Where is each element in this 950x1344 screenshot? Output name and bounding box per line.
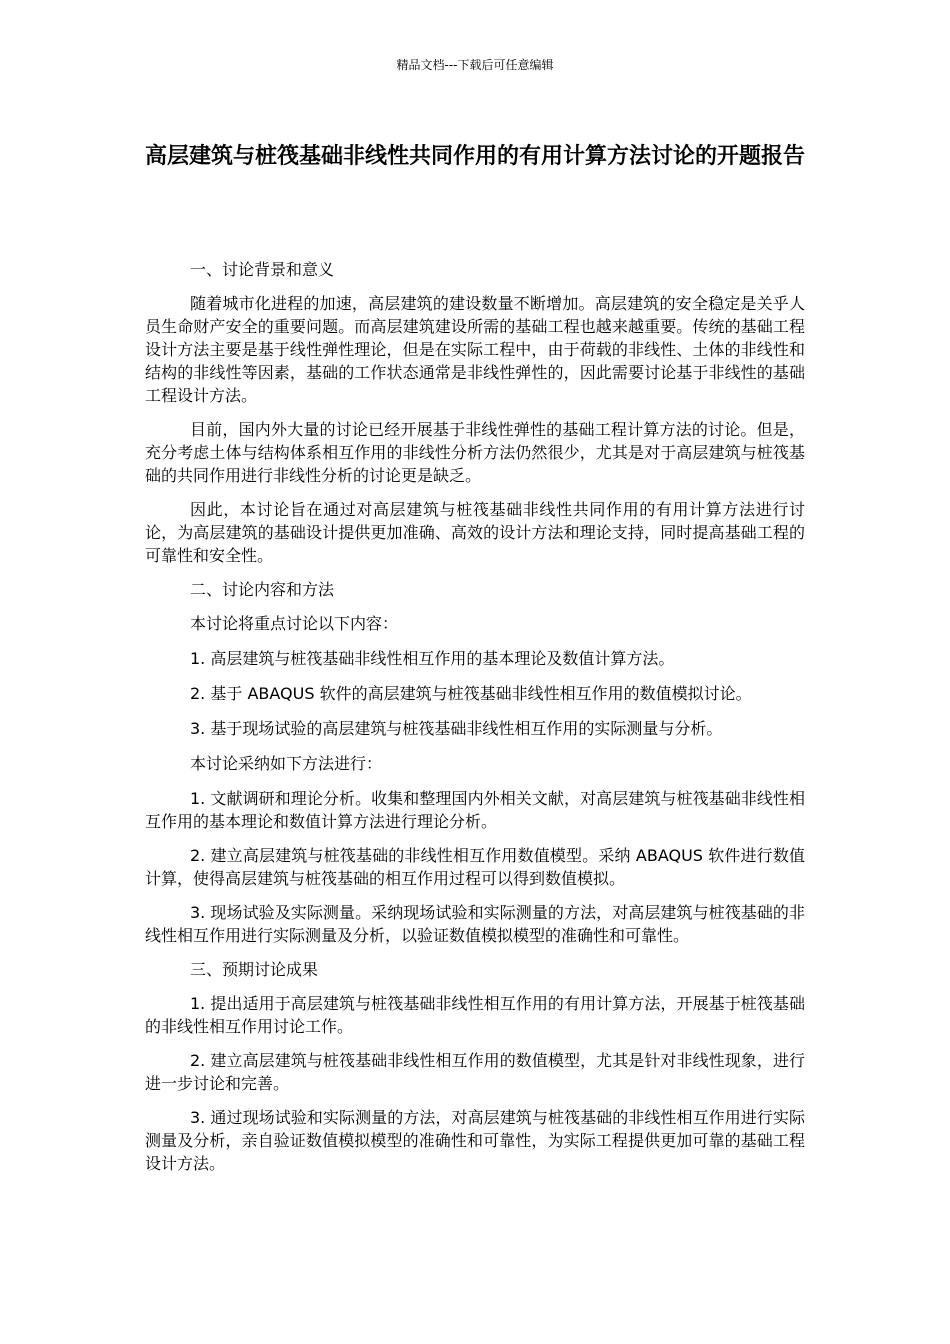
list-item-result-1: 1. 提出适用于高层建筑与桩筏基础非线性相互作用的有用计算方法，开展基于桩筏基础的非线性相互作用讨论工作。 — [145, 994, 805, 1036]
header-note: 精品文档---下载后可任意编辑 — [396, 58, 554, 72]
section-heading-expected-results: 三、预期讨论成果 — [190, 960, 319, 979]
list-item-result-3: 3. 通过现场试验和实际测量的方法，对高层建筑与桩筏基础的非线性相互作用进行实际测量及分析，亲自验证数值模拟模型的准确性和可靠性，为实际工程提供更加可靠的基础工程设计方法。 — [145, 1108, 805, 1173]
list-item-method-1: 1. 文献调研和理论分析。收集和整理国内外相关文献，对高层建筑与桩筏基础非线性相互作用的基本理论和数值计算方法进行理论分析。 — [145, 789, 805, 831]
document-body — [145, 258, 805, 1186]
document-title: 高层建筑与桩筏基础非线性共同作用的有用计算方法讨论的开题报告 — [145, 144, 806, 169]
list-item-content-1: 1. 高层建筑与桩筏基础非线性相互作用的基本理论及数值计算方法。 — [190, 649, 675, 668]
list-item-method-3: 3. 现场试验及实际测量。采纳现场试验和实际测量的方法，对高层建筑与桩筏基础的非线性相互作用进行实际测量及分析，以验证数值模拟模型的准确性和可靠性。 — [145, 903, 805, 945]
paragraph-content-intro: 本讨论将重点讨论以下内容： — [190, 614, 399, 633]
section-heading-background: 一、讨论背景和意义 — [190, 260, 335, 279]
list-item-result-2: 2. 建立高层建筑与桩筏基础非线性相互作用的数值模型，尤其是针对非线性现象，进行进一步讨论和完善。 — [145, 1051, 805, 1093]
section-heading-content-method: 二、讨论内容和方法 — [190, 580, 335, 599]
paragraph-background-1: 随着城市化进程的加速，高层建筑的建设数量不断增加。高层建筑的安全稳定是关乎人员生命财产安全的重要问题。而高层建筑建设所需的基础工程也越来越重要。传统的基础工程设计方法主要是基于线性弹性理论，但是在实际工程中，由于荷载的非线性、土体的非线性和结构的非线性等因素，基础的工作状态通常是非线性弹性的，因此需要讨论基于非线性的基础工程设计方法。 — [145, 294, 805, 405]
paragraph-background-2: 目前，国内外大量的讨论已经开展基于非线性弹性的基础工程计算方法的讨论。但是，充分考虑土体与结构体系相互作用的非线性分析方法仍然很少，尤其是对于高层建筑与桩筏基础的共同作用进行非线性分析的讨论更是缺乏。 — [145, 420, 805, 485]
paragraph-background-3: 因此，本讨论旨在通过对高层建筑与桩筏基础非线性共同作用的有用计算方法进行讨论，为高层建筑的基础设计提供更加准确、高效的设计方法和理论支持，同时提高基础工程的可靠性和安全性。 — [145, 500, 805, 565]
list-item-method-2: 2. 建立高层建筑与桩筏基础的非线性相互作用数值模型。采纳 ABAQUS 软件进行数值计算，使得高层建筑与桩筏基础的相互作用过程可以得到数值模拟。 — [145, 846, 805, 888]
list-item-content-2: 2. 基于 ABAQUS 软件的高层建筑与桩筏基础非线性相互作用的数值模拟讨论。 — [190, 684, 752, 703]
paragraph-method-intro: 本讨论采纳如下方法进行： — [190, 754, 383, 773]
list-item-content-3: 3. 基于现场试验的高层建筑与桩筏基础非线性相互作用的实际测量与分析。 — [190, 719, 723, 738]
